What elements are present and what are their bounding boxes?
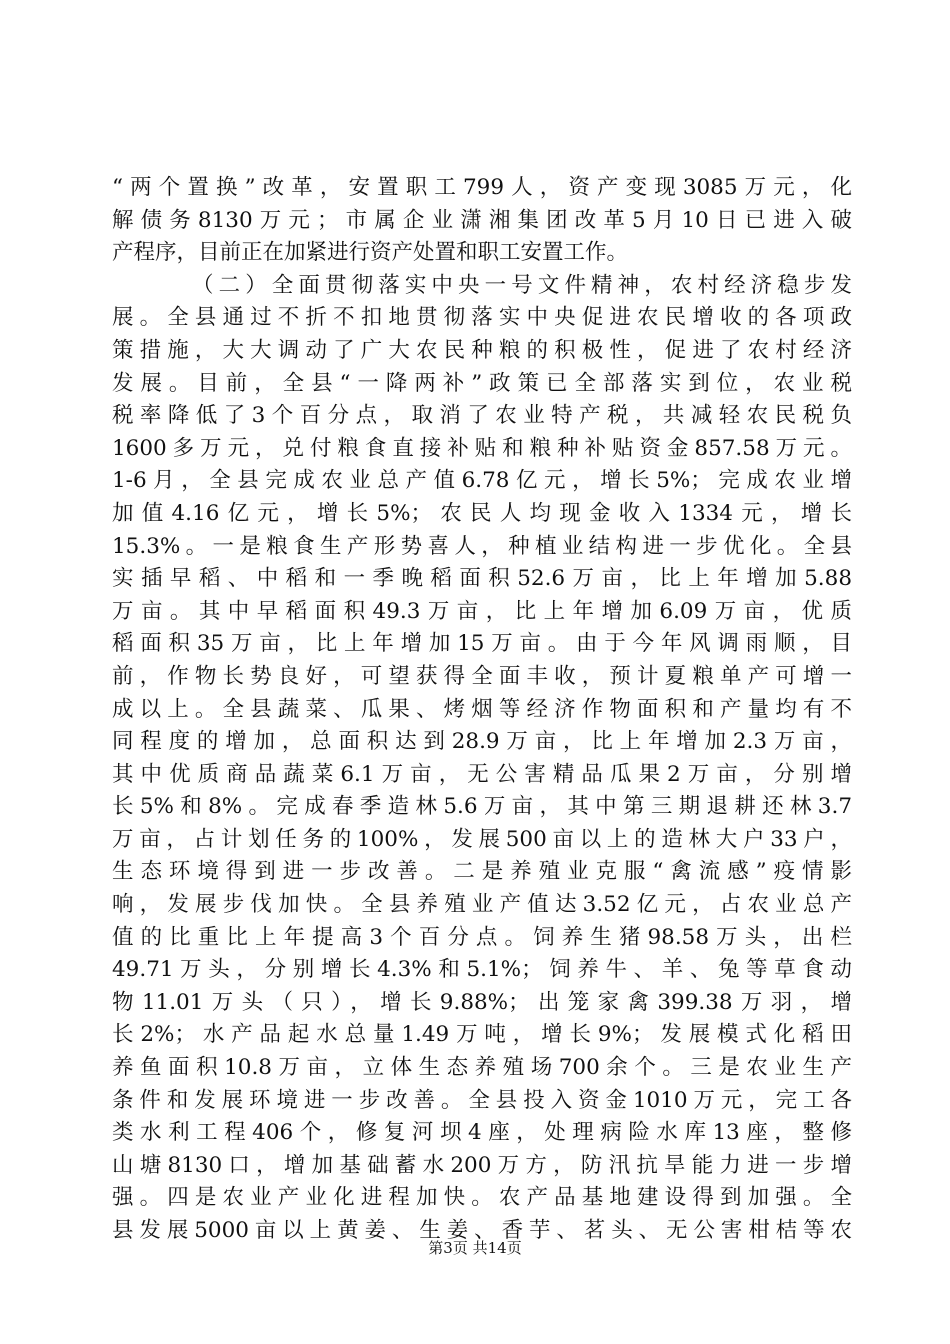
text-line: 值的比重比上年提高3个百分点。饲养生猪98.58万头，出栏: [112, 924, 852, 950]
text-line: 税率降低了3个百分点，取消了农业特产税，共减轻农民税负: [112, 403, 852, 429]
text-line: 49.71万头，分别增长4.3%和5.1%；饲养牛、羊、兔等草食动: [112, 957, 852, 983]
text-line: 其中优质商品蔬菜6.1万亩，无公害精品瓜果2万亩，分别增: [112, 761, 852, 787]
text-line: 同程度的增加，总面积达到28.9万亩，比上年增加2.3万亩，: [112, 729, 852, 755]
text-line: 长2%；水产品起水总量1.49万吨，增长9%；发展模式化稻田: [112, 1022, 852, 1048]
text-line: 万亩，占计划任务的100%，发展500亩以上的造林大户33户，: [112, 826, 852, 852]
text-line: 策措施，大大调动了广大农民种粮的积极性，促进了农村经济: [112, 337, 852, 363]
text-line: 发展。目前，全县“一降两补”政策已全部落实到位，农业税: [112, 370, 852, 396]
page-number-footer: 第3页 共14页: [428, 1239, 522, 1257]
text-line: 产程序，目前正在加紧进行资产处置和职工安置工作。: [112, 240, 629, 266]
text-line: 县发展5000亩以上黄姜、生姜、香芋、茗头、无公害柑桔等农: [112, 1218, 852, 1243]
text-line: 展。全县通过不折不扣地贯彻落实中央促进农民增收的各项政: [112, 305, 852, 331]
text-line: 强。四是农业产业化进程加快。农产品基地建设得到加强。全: [112, 1185, 852, 1211]
text-line: 条件和发展环境进一步改善。全县投入资金1010万元，完工各: [112, 1087, 852, 1113]
text-line: 15.3%。一是粮食生产形势喜人，种植业结构进一步优化。全县: [112, 533, 852, 559]
text-line: 山塘8130口，增加基础蓄水200万方，防汛抗旱能力进一步增: [112, 1152, 852, 1178]
text-line: 1600多万元，兑付粮食直接补贴和粮种补贴资金857.58万元。: [112, 435, 852, 461]
text-line: 稻面积35万亩，比上年增加15万亩。由于今年风调雨顺，目: [112, 631, 852, 657]
text-line: “两个置换”改革，安置职工799人，资产变现3085万元，化: [112, 175, 852, 200]
text-line: 前，作物长势良好，可望获得全面丰收，预计夏粮单产可增一: [112, 663, 852, 689]
text-line: 解债务8130万元；市属企业潇湘集团改革5月10日已进入破: [112, 207, 852, 233]
text-line: 1-6月，全县完成农业总产值6.78亿元，增长5%；完成农业增: [112, 468, 852, 494]
body-text: [112, 172, 852, 1248]
text-line: 养鱼面积10.8万亩，立体生态养殖场700余个。三是农业生产: [112, 1055, 852, 1081]
text-line: 响，发展步伐加快。全县养殖业产值达3.52亿元，占农业总产: [112, 892, 852, 918]
text-line: 万亩。其中早稻面积49.3万亩，比上年增加6.09万亩，优质: [112, 598, 852, 624]
text-line: 物11.01万头（只），增长9.88%；出笼家禽399.38万羽，增: [112, 989, 852, 1015]
text-line: 类水利工程406个，修复河坝4座，处理病险水库13座，整修: [112, 1120, 852, 1146]
text-line: 长5%和8%。完成春季造林5.6万亩，其中第三期退耕还林3.7: [112, 794, 852, 820]
text-line: 生态环境得到进一步改善。二是养殖业克服“禽流感”疫情影: [112, 859, 852, 885]
text-line: 实插早稻、中稻和一季晚稻面积52.6万亩，比上年增加5.88: [112, 566, 852, 592]
text-line: 加值4.16亿元，增长5%；农民人均现金收入1334元，增长: [112, 500, 852, 526]
text-line: 成以上。全县蔬菜、瓜果、烤烟等经济作物面积和产量均有不: [112, 696, 852, 722]
section-heading-line: （二）全面贯彻落实中央一号文件精神，农村经济稳步发: [192, 272, 852, 298]
